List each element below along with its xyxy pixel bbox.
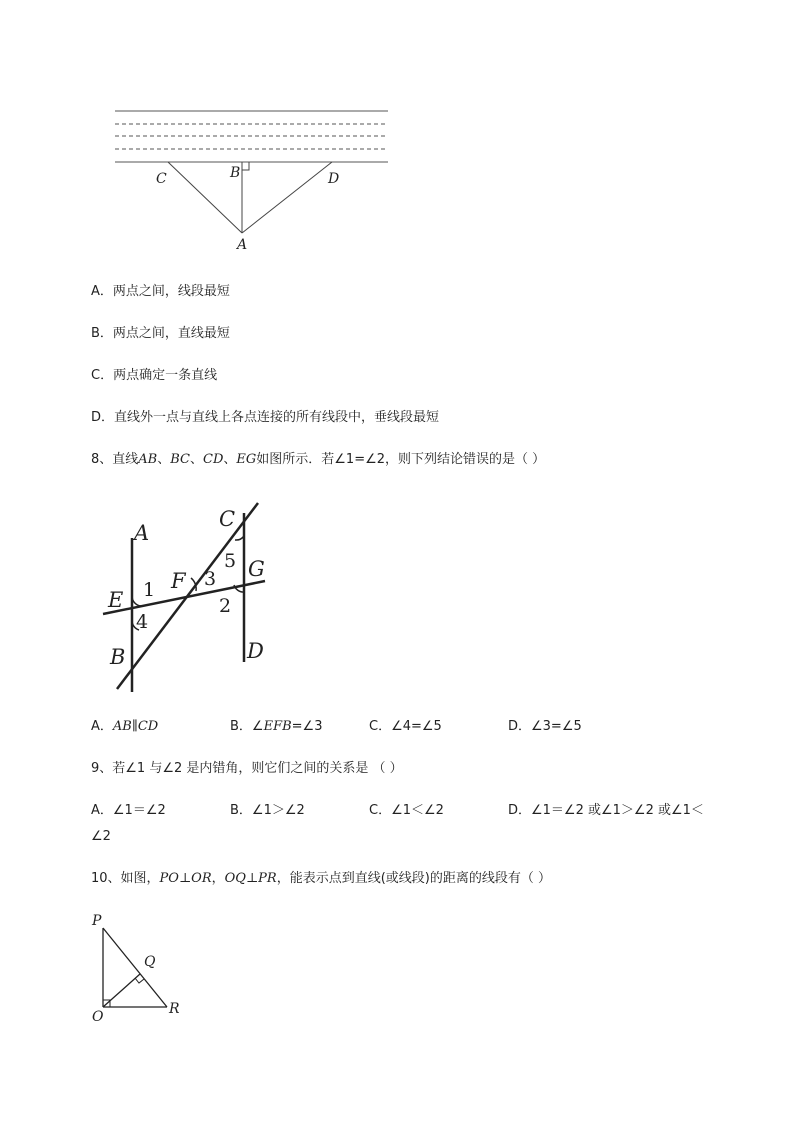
label-angle-4: 4 [136, 611, 149, 633]
label-D: D [328, 171, 340, 187]
label-E: E [108, 588, 124, 612]
q8-option-a [91, 718, 158, 736]
q8-sep-1: 、 [157, 452, 171, 467]
q8-stem [91, 451, 545, 469]
label-G: G [248, 557, 265, 581]
q7-option-d: D．直线外一点与直线上各点连接的所有线段中，垂线段最短 [91, 410, 440, 425]
q8-line-ab: AB [138, 452, 158, 467]
label-B: B [110, 645, 126, 669]
q8-line-eg: EG [236, 452, 257, 467]
q7-option-a: A．两点之间，线段最短 [91, 284, 230, 299]
label-P: P [92, 913, 102, 929]
label-C: C [219, 507, 236, 531]
label-O: O [92, 1009, 104, 1025]
q9-option-b: B．∠1＞∠2 [230, 803, 305, 818]
label-D: D [247, 639, 264, 663]
q8-option-d: D．∠3=∠5 [508, 719, 582, 734]
q10-stem-prefix: 10、如图， [91, 871, 160, 886]
q10-stem-suffix: ，能表示点到直线(或线段)的距离的线段有（ ） [276, 871, 551, 886]
label-Q: Q [144, 954, 156, 970]
q8-option-b-math: EFB [263, 719, 292, 734]
q8-sep-3: 、 [223, 452, 237, 467]
q7-option-c: C．两点确定一条直线 [91, 368, 218, 383]
label-R: R [169, 1001, 180, 1017]
label-angle-1: 1 [143, 579, 156, 601]
q8-option-a-math: AB∥CD [112, 719, 159, 734]
q9-option-a: A．∠1＝∠2 [91, 803, 166, 818]
q9-stem: 9、若∠1 与∠2 是内错角，则它们之间的关系是 （ ） [91, 761, 403, 776]
label-angle-2: 2 [219, 595, 232, 617]
right-angle-Q [135, 978, 144, 983]
q8-stem-prefix: 8、直线 [91, 452, 139, 467]
q10-comma: ， [211, 871, 225, 886]
q9-option-d: D．∠1＝∠2 或∠1＞∠2 或∠1＜ [508, 803, 704, 818]
q8-figure [95, 495, 285, 695]
q8-line-bc: BC [170, 452, 190, 467]
label-A: A [237, 237, 248, 253]
q8-line-cd: CD [203, 452, 224, 467]
segment-AD [242, 162, 332, 233]
label-F: F [171, 569, 186, 593]
q8-option-b-rest: =∠3 [291, 719, 323, 734]
label-angle-3: 3 [204, 568, 217, 590]
q10-stem [91, 870, 551, 888]
q8-sep-2: 、 [190, 452, 204, 467]
q8-option-b [230, 718, 322, 736]
q7-figure [110, 100, 400, 260]
q10-cond-2: OQ⊥PR [224, 871, 277, 886]
segment-OQ [103, 974, 140, 1007]
q9-option-c: C．∠1＜∠2 [369, 803, 444, 818]
q10-cond-1: PO⊥OR [159, 871, 212, 886]
right-angle-mark [242, 162, 249, 170]
q8-option-c: C．∠4=∠5 [369, 719, 442, 734]
label-C: C [156, 171, 167, 187]
segment-PR [103, 928, 167, 1007]
q8-option-b-prefix: B．∠ [230, 719, 264, 734]
angle-5-arc [235, 536, 244, 540]
q10-figure [88, 908, 198, 1028]
q9-option-d-wrap: ∠2 [91, 829, 111, 844]
angle-1-arc [132, 596, 141, 606]
label-A: A [134, 521, 150, 545]
q8-stem-suffix: 如图所示．若∠1=∠2，则下列结论错误的是（ ） [256, 452, 546, 467]
q8-option-a-prefix: A． [91, 719, 113, 734]
label-B: B [230, 165, 241, 181]
q7-option-b: B．两点之间，直线最短 [91, 326, 230, 341]
label-angle-5: 5 [224, 550, 237, 572]
